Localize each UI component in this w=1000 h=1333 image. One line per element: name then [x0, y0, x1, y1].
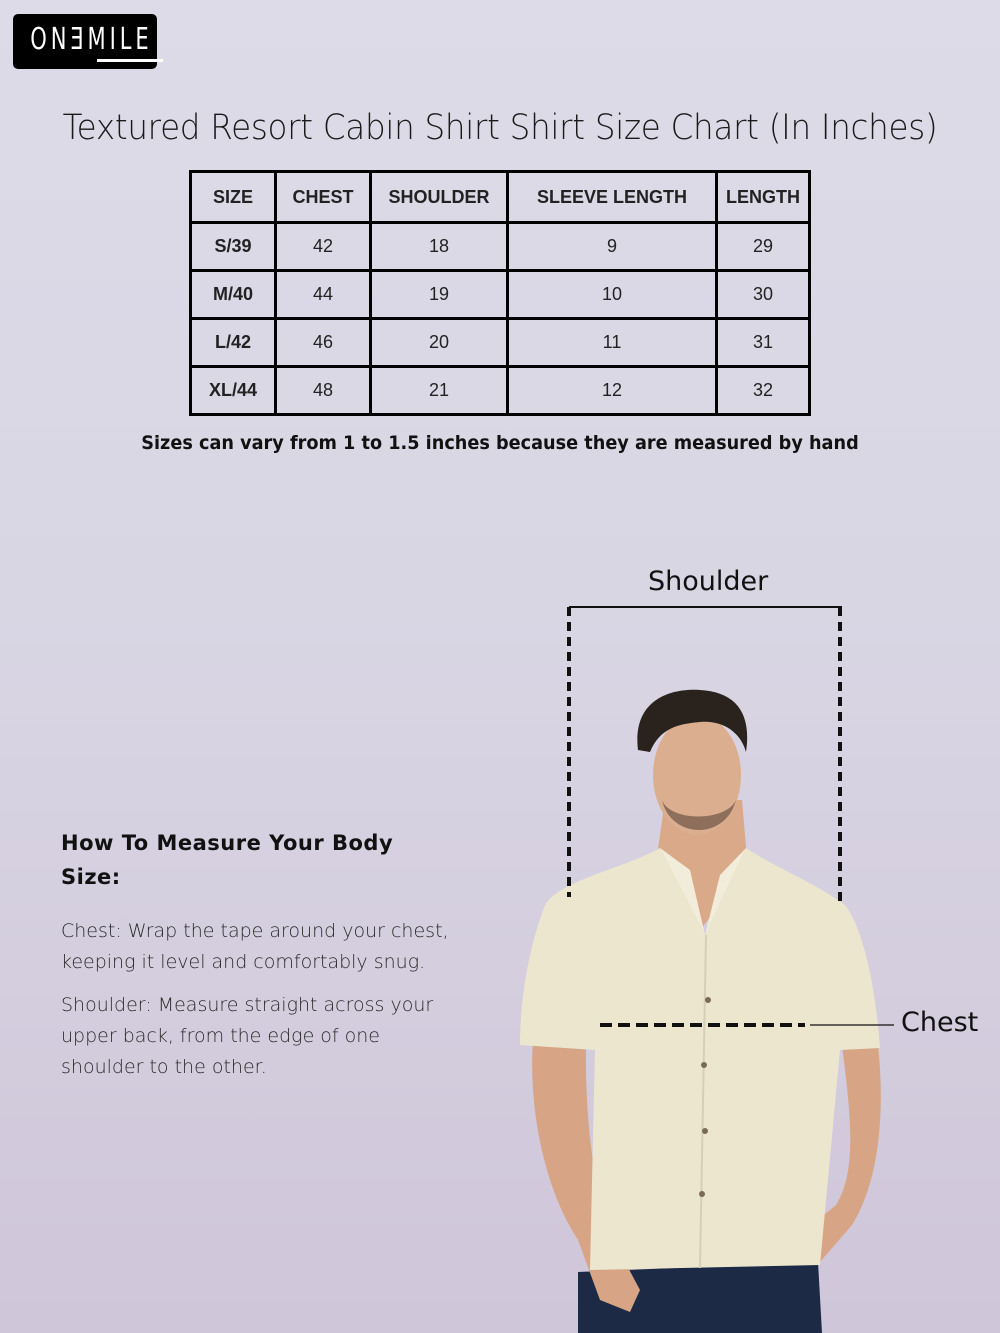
shoulder-instruction: Shoulder: Measure straight across your upper back, from the edge of one shoulder to the other.: [61, 994, 434, 1078]
cell-chest: 46: [276, 319, 371, 367]
cell-length: 32: [717, 367, 810, 415]
cell-sleeve-length: 9: [508, 223, 717, 271]
header-sleeve-length: SLEEVE LENGTH: [508, 172, 717, 223]
shirt-button: [702, 1128, 708, 1134]
brand-logo-text: ONƎMILE: [30, 22, 153, 57]
cell-size: XL/44: [191, 367, 276, 415]
chest-label: Chest: [901, 1007, 979, 1038]
cell-shoulder: 19: [371, 271, 508, 319]
cell-chest: 42: [276, 223, 371, 271]
cell-size: M/40: [191, 271, 276, 319]
how-to-measure-heading: How To Measure Your Body Size:: [61, 831, 394, 889]
cell-length: 30: [717, 271, 810, 319]
page-title: Textured Resort Cabin Shirt Shirt Size Chart (In Inches): [62, 108, 938, 148]
shirt-button: [705, 997, 711, 1003]
shirt-button: [701, 1062, 707, 1068]
measurement-disclaimer: Sizes can vary from 1 to 1.5 inches because they are measured by hand: [141, 432, 859, 454]
header-length: LENGTH: [717, 172, 810, 223]
cell-shoulder: 21: [371, 367, 508, 415]
cell-shoulder: 18: [371, 223, 508, 271]
header-chest: CHEST: [276, 172, 371, 223]
header-size: SIZE: [191, 172, 276, 223]
shoulder-label: Shoulder: [648, 566, 769, 597]
cell-sleeve-length: 10: [508, 271, 717, 319]
cell-sleeve-length: 11: [508, 319, 717, 367]
cell-chest: 48: [276, 367, 371, 415]
cell-length: 31: [717, 319, 810, 367]
cell-size: S/39: [191, 223, 276, 271]
shirt-button: [699, 1191, 705, 1197]
header-shoulder: SHOULDER: [371, 172, 508, 223]
cell-sleeve-length: 12: [508, 367, 717, 415]
cell-shoulder: 20: [371, 319, 508, 367]
chest-instruction: Chest: Wrap the tape around your chest, keeping it level and comfortably snug.: [61, 920, 449, 973]
cell-chest: 44: [276, 271, 371, 319]
cell-size: L/42: [191, 319, 276, 367]
cell-length: 29: [717, 223, 810, 271]
